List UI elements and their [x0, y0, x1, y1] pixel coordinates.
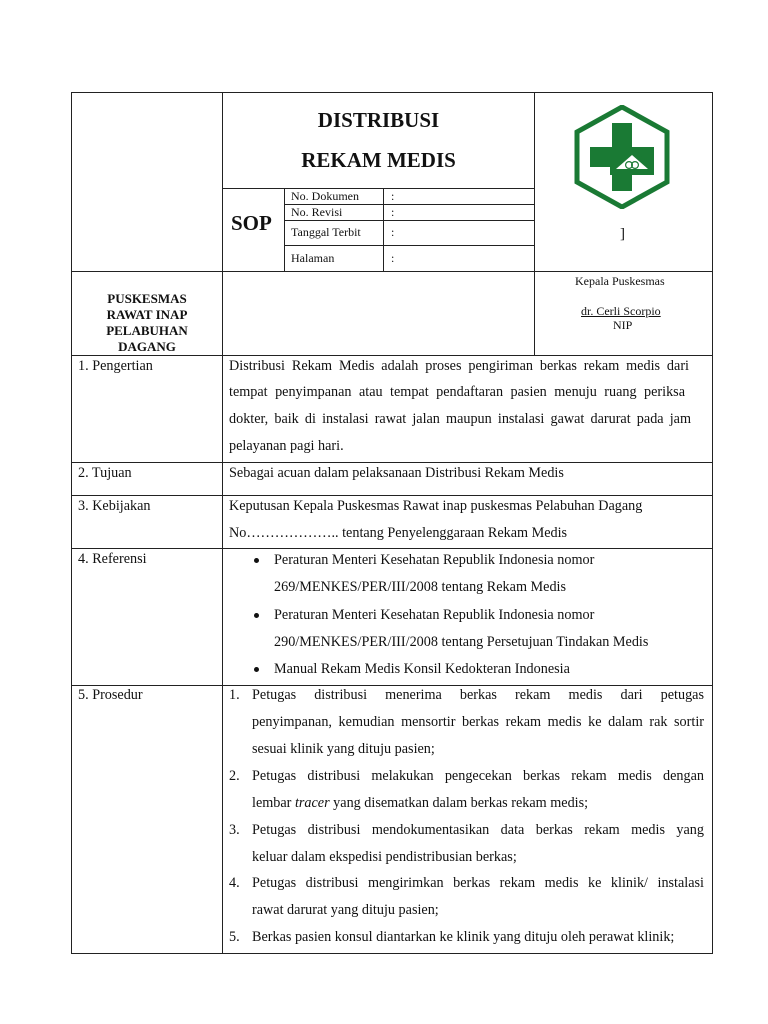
table-divider-header: [71, 271, 713, 272]
referensi-item-line1: Peraturan Menteri Kesehatan Republik Indonesia nomor: [274, 552, 595, 568]
table-border-top: [71, 92, 713, 93]
field-value-no-revisi: :: [391, 205, 395, 219]
step-number: 3.: [229, 822, 240, 838]
step-line: rawat darurat yang dituju pasien;: [252, 902, 439, 918]
pengertian-line: pelayanan pagi hari.: [229, 438, 344, 454]
field-label-no-revisi: No. Revisi: [291, 205, 343, 219]
organization-line1: PUSKESMAS: [107, 291, 187, 306]
kebijakan-line: No……………….. tentang Penyelenggaraan Rekam Medis: [229, 525, 568, 541]
signatory-name: dr. Cerli Scorpio: [581, 304, 661, 318]
signatory-title: Kepala Puskesmas: [575, 274, 665, 288]
field-value-no-dokumen: :: [391, 189, 395, 203]
bullet-icon: [254, 613, 259, 618]
logo-mark: ]: [620, 226, 625, 242]
kebijakan-line: Keputusan Kepala Puskesmas Rawat inap puskesmas Pelabuhan Dagang: [229, 498, 643, 514]
step-number: 2.: [229, 768, 240, 784]
field-label-tanggal-terbit: Tanggal Terbit: [291, 225, 361, 239]
table-divider-org: [71, 355, 713, 356]
step-emphasis: tracer: [294, 795, 330, 811]
table-column-divider-logo: [534, 92, 535, 356]
document-title-line2: REKAM MEDIS: [301, 148, 456, 172]
table-divider-referensi: [71, 685, 713, 686]
pengertian-line: dokter, baik di instalasi rawat jalan maupun instalasi gawat darurat pada jam: [229, 412, 691, 427]
field-label-halaman: Halaman: [291, 251, 335, 265]
step-line: Petugas distribusi menerima berkas rekam medis dari petugas: [252, 688, 704, 703]
pengertian-line: tempat penyimpanan atau tempat pendaftaran pasien menuju ruang periksa: [229, 385, 685, 400]
pengertian-line: Distribusi Rekam Medis adalah proses pengiriman berkas rekam medis dari: [229, 359, 689, 374]
section-label-referensi: 4. Referensi: [78, 551, 147, 567]
step-line: sesuai klinik yang dituju pasien;: [252, 741, 435, 757]
section-label-pengertian: 1. Pengertian: [78, 358, 153, 374]
organization-line3: PELABUHAN: [106, 323, 188, 338]
sop-grid-col1: [284, 188, 285, 272]
table-divider-tujuan: [71, 495, 713, 496]
table-divider-pengertian: [71, 462, 713, 463]
organization-line2: RAWAT INAP: [106, 307, 188, 322]
referensi-item-line2: 269/MENKES/PER/III/2008 tentang Rekam Medis: [274, 579, 567, 595]
step-line: Berkas pasien konsul diantarkan ke klinik yang dituju oleh perawat klinik;: [252, 929, 675, 945]
sop-grid-row3: [284, 245, 534, 246]
table-border-left: [71, 92, 72, 954]
field-value-tanggal-terbit: :: [391, 225, 395, 239]
section-label-prosedur: 5. Prosedur: [78, 687, 143, 703]
step-line: Petugas distribusi mendokumentasikan data berkas rekam medis yang: [252, 823, 704, 838]
step-text: lembar: [252, 795, 295, 811]
puskesmas-cross-logo-icon: [574, 105, 670, 209]
table-divider-kebijakan: [71, 548, 713, 549]
step-line: penyimpanan, kemudian mensortir berkas rekam medis ke dalam rak sortir: [252, 715, 704, 730]
step-line: [252, 796, 588, 810]
table-border-bottom: [71, 953, 713, 954]
step-number: 4.: [229, 875, 240, 891]
sop-grid-col2: [383, 188, 384, 272]
referensi-item-line2: 290/MENKES/PER/III/2008 tentang Persetujuan Tindakan Medis: [274, 634, 649, 650]
section-label-tujuan: 2. Tujuan: [78, 465, 132, 481]
organization-line4: DAGANG: [118, 339, 176, 354]
referensi-item-line1: Manual Rekam Medis Konsil Kedokteran Indonesia: [274, 661, 570, 677]
sop-label: SOP: [231, 211, 272, 235]
table-border-right: [712, 92, 713, 954]
bullet-icon: [254, 667, 259, 672]
step-number: 1.: [229, 687, 240, 703]
step-line: Petugas distribusi melakukan pengecekan berkas rekam medis dengan: [252, 769, 704, 784]
sop-grid-top: [222, 188, 534, 189]
field-label-no-dokumen: No. Dokumen: [291, 189, 359, 203]
tujuan-text: Sebagai acuan dalam pelaksanaan Distribusi Rekam Medis: [229, 465, 564, 481]
field-value-halaman: :: [391, 251, 395, 265]
sop-grid-row2: [284, 220, 534, 221]
document-title-line1: DISTRIBUSI: [317, 108, 440, 132]
referensi-item-line1: Peraturan Menteri Kesehatan Republik Indonesia nomor: [274, 607, 595, 623]
step-line: keluar dalam ekspedisi pendistribusian berkas;: [252, 849, 517, 865]
step-line: Petugas distribusi mengirimkan berkas rekam medis ke klinik/ instalasi: [252, 876, 704, 891]
bullet-icon: [254, 558, 259, 563]
step-text: yang disematkan dalam berkas rekam medis;: [329, 795, 589, 811]
table-column-divider: [222, 92, 223, 954]
signatory-id: NIP: [613, 318, 633, 332]
step-number: 5.: [229, 929, 240, 945]
section-label-kebijakan: 3. Kebijakan: [78, 498, 151, 514]
